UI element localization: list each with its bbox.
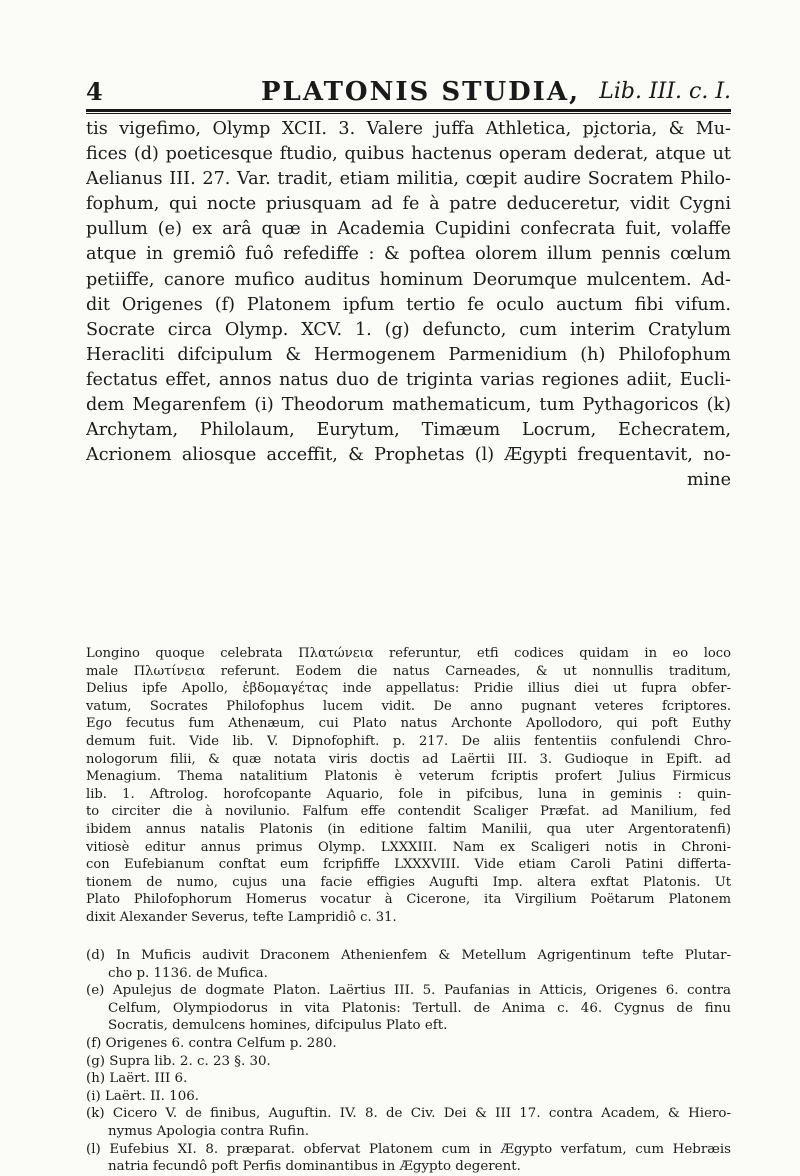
note-line: Plato Philofophorum Homerus vocatur à Cicerone, ita Virgilium Poëtarum Platonem: [86, 892, 731, 908]
main-text-line: fices (d) poeticesque ftudio, quibus hactenus operam dederat, atque ut: [86, 144, 731, 165]
main-text-line: Archytam, Philolaum, Eurytum, Timæum Locrum, Echecratem,: [86, 420, 731, 441]
header-rule: [86, 109, 731, 112]
main-text-line: dit Origenes (f) Platonem ipfum tertio fe oculo auctum fibi vifum.: [86, 294, 731, 315]
note-line: ibidem annus natalis Platonis (in editione faltim Manilii, qua uter Argentoratenfi): [86, 821, 731, 837]
main-text-line: pullum (e) ex arâ quæ in Academia Cupidini confecrata fuit, volaffe: [86, 219, 731, 240]
footnote-line: cho p. 1136. de Mufica.: [108, 965, 268, 981]
note-line: tionem de numo, cujus una facie effigies Augufti Imp. altera exftat Platonis. Ut: [86, 874, 731, 890]
footnote-line: natria fecundô poft Perfis dominantibus in Ægypto degerent.: [108, 1159, 521, 1175]
footnote-line: nymus Apologia contra Rufin.: [108, 1123, 310, 1139]
footnotes: [86, 947, 731, 1176]
main-text-line: atque in gremiô fuô refediffe : & poftea olorem illum pennis cœlum: [86, 244, 731, 265]
note-line: Menagium. Thema natalitium Platonis è veterum fcriptis profert Julius Firmicus: [86, 769, 731, 785]
note-line: vitiosè editur annus primus Olymp. LXXXIII. Nam ex Scaligeri notis in Chroni-: [86, 839, 731, 855]
note-line: Longino quoque celebrata Πλατώνεια referuntur, etfi codices quidam in eo loco: [86, 646, 731, 661]
main-text: [86, 117, 731, 493]
note-line: male Πλωτίνεια referunt. Eodem die natus Carneades, & ut nonnullis traditum,: [86, 663, 731, 679]
running-title: PLATONIS STUDIA,: [261, 77, 581, 107]
header-rule-thin: [86, 113, 731, 114]
main-text-line: Socrate circa Olymp. XCV. 1. (g) defuncto, cum interim Cratylum: [86, 319, 731, 340]
footnote-line: (k) Cicero V. de finibus, Auguftin. IV. 8. de Civ. Dei & III 17. contra Academ, & Hiero-: [86, 1106, 731, 1122]
footnote-line: (h) Laërt. III 6.: [86, 1071, 188, 1087]
footnote-line: (d) In Muficis audivit Draconem Athenienfem & Metellum Agrigentinum tefte Plutar-: [86, 948, 731, 963]
note-line: con Eufebianum conftat eum fcripfiffe LXXXVIII. Vide etiam Caroli Patini differta-: [86, 857, 731, 873]
footnote-line: (g) Supra lib. 2. c. 23 §. 30.: [86, 1053, 271, 1069]
footnote-line: Celfum, Olympiodorus in vita Platonis: Tertull. de Anima c. 46. Cygnus de finu: [108, 1000, 731, 1016]
main-text-line: mine: [686, 470, 731, 491]
page-header: [86, 77, 731, 107]
note-line: nologorum filii, & quæ notata viris doctis ad Laërtii III. 3. Gudioque in Epift. ad: [86, 751, 731, 767]
footnote-line: (l) Eufebius XI. 8. præparat. obfervat Platonem cum in Ægypto verfatum, cum Hebræis: [86, 1141, 731, 1157]
main-text-line: dem Megarenfem (i) Theodorum mathematicum, tum Pythagoricos (k): [86, 395, 731, 416]
note-line: vatum, Socrates Philofophus lucem vidit. De anno pugnant veteres fcriptores.: [86, 698, 731, 714]
note-block: [86, 645, 731, 927]
footnote-line: Socratis, demulcens homines, difcipulus Plato eft.: [108, 1018, 448, 1034]
main-text-line: petiiffe, canore mufico auditus hominum Deorumque mulcentem. Ad-: [86, 269, 731, 290]
main-text-line: Heracliti difcipulum & Hermogenem Parmenidium (h) Philofophum: [86, 344, 731, 365]
footnote-line: (e) Apulejus de dogmate Platon. Laërtius III. 5. Paufanias in Atticis, Origenes 6. contra: [86, 983, 731, 999]
book-reference: Lib. III. c. I.: [599, 79, 731, 104]
note-line: to circiter die à novilunio. Falfum effe contendit Scaliger Præfat. ad Manilium, fed: [86, 804, 731, 820]
main-text-line: fophum, qui nocte priusquam ad fe à patre deduceretur, vidit Cygni: [86, 194, 731, 215]
main-text-line: Aelianus III. 27. Var. tradit, etiam militia, cœpit audire Socratem Philo-: [86, 169, 731, 190]
main-text-line: tis vigefimo, Olymp XCII. 3. Valere juffa Athletica, pi̧ctoria, & Mu-: [86, 119, 731, 139]
note-line: demum fuit. Vide lib. V. Dipnofophift. p. 217. De aliis fententiis confulendi Chro-: [86, 733, 731, 749]
main-text-line: Acrionem aliosque acceffit, & Prophetas (l) Ægypti frequentavit, no-: [86, 445, 731, 466]
note-line: Delius ipfe Apollo, ἑβδομαγέτας inde appellatus: Pridie illius diei ut fupra obfer-: [86, 681, 731, 697]
footnote-line: (i) Laërt. II. 106.: [86, 1088, 199, 1104]
note-line: Ego fecutus fum Athenæum, cui Plato natus Archonte Apollodoro, qui poft Euthy: [86, 716, 731, 732]
main-text-line: fectatus effet, annos natus duo de triginta varias regiones adiit, Eucli-: [86, 369, 731, 390]
footnote-line: (f) Origenes 6. contra Celfum p. 280.: [86, 1035, 337, 1051]
note-line: dixit Alexander Severus, tefte Lampridiô c. 31.: [86, 909, 397, 925]
note-line: lib. 1. Aftrolog. horofcopante Aquario, fole in pifcibus, luna in geminis : quin-: [86, 786, 731, 802]
page-number: 4: [86, 77, 103, 106]
